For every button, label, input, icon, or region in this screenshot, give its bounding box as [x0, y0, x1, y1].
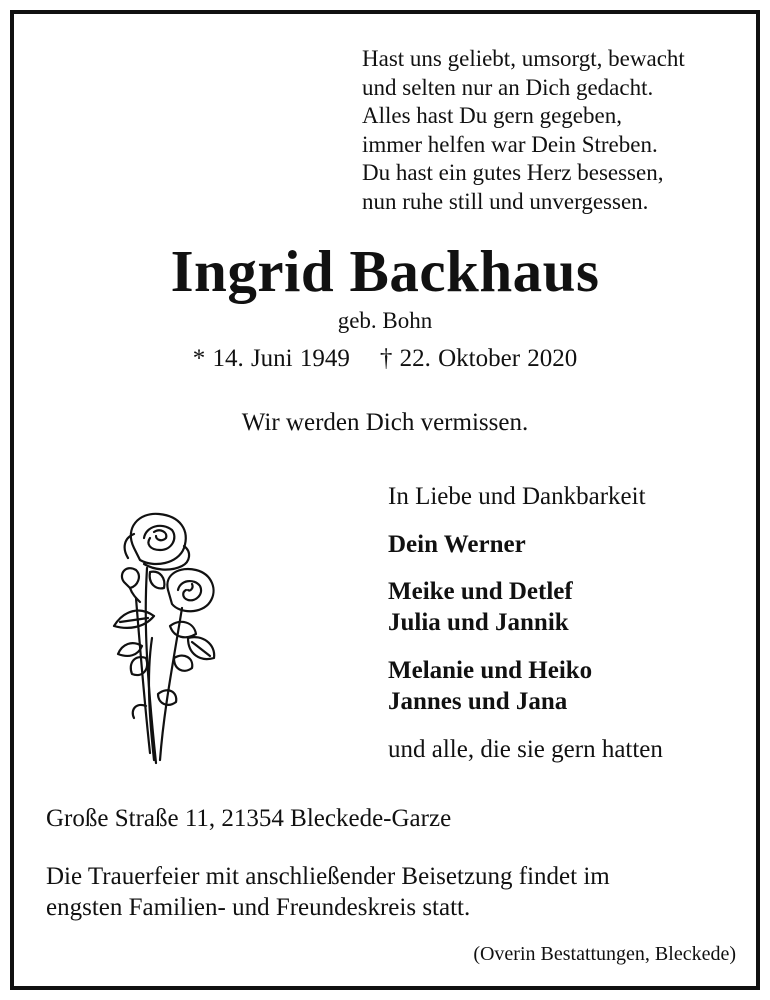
mourners-closing: und alle, die sie gern hatten	[388, 736, 663, 763]
notice-line: Die Trauerfeier mit anschließender Beisetzung findet im	[46, 863, 610, 890]
birth-date: * 14. Juni 1949	[192, 345, 350, 372]
farewell-line: Wir werden Dich vermissen.	[241, 409, 529, 436]
obituary-frame	[10, 10, 760, 990]
notice-line: engsten Familien- und Freundeskreis statt.	[46, 894, 471, 921]
mourner-name: Jannes und Jana	[388, 688, 568, 715]
mourner-name: Julia und Jannik	[388, 609, 569, 636]
poem-line: immer helfen war Dein Streben.	[362, 131, 658, 157]
poem	[362, 45, 685, 216]
mourner-name: Meike und Detlef	[388, 578, 573, 605]
mourner-name: Dein Werner	[388, 531, 526, 558]
maiden-name: geb. Bohn	[337, 308, 433, 333]
mourners-intro: In Liebe und Dankbarkeit	[388, 483, 646, 510]
poem-line: nun ruhe still und unvergessen.	[362, 188, 649, 214]
life-dates	[14, 345, 756, 373]
poem-line: Du hast ein gutes Herz besessen,	[362, 160, 664, 185]
poem-line: und selten nur an Dich gedacht.	[362, 74, 654, 100]
address: Große Straße 11, 21354 Bleckede-Garze	[46, 805, 452, 832]
poem-line: Alles hast Du gern gegeben,	[362, 103, 622, 128]
undertaker-credit: (Overin Bestattungen, Bleckede)	[473, 943, 736, 965]
rose-bouquet-icon	[84, 498, 234, 770]
mourner-name: Melanie und Heiko	[388, 657, 593, 684]
poem-line: Hast uns geliebt, umsorgt, bewacht	[362, 46, 685, 71]
funeral-notice	[46, 861, 610, 923]
death-date: † 22. Oktober 2020	[379, 345, 578, 372]
deceased-name: Ingrid Backhaus	[170, 238, 600, 304]
